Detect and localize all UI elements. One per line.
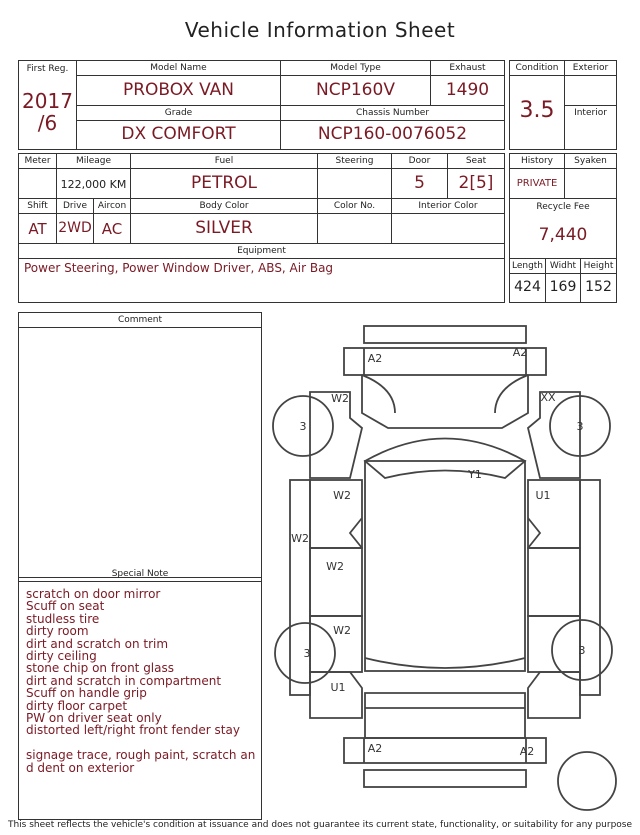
history-value: PRIVATE <box>516 178 558 189</box>
steering-cell <box>318 169 392 199</box>
condition-cell <box>510 76 565 149</box>
width-value: 169 <box>549 279 577 295</box>
mark-rear-bumper-left: A2 <box>367 742 383 755</box>
fuel-label: Fuel <box>214 156 234 166</box>
meter-label: Meter <box>24 156 51 166</box>
mark-tire-front-left: 3 <box>299 420 307 433</box>
mileage-value: 122,000 KM <box>60 178 127 191</box>
interior-color-cell <box>392 214 504 244</box>
history-cell <box>510 169 565 199</box>
rear-door-left <box>310 548 362 616</box>
length-label-cell <box>510 259 546 274</box>
rear-quarter-right <box>528 616 580 672</box>
aircon-cell <box>94 214 131 244</box>
mark-front-fender-left: W2 <box>331 392 349 405</box>
interior-label-cell <box>565 106 616 121</box>
comment-label: Comment <box>117 315 163 325</box>
syaken-cell <box>565 169 616 199</box>
page-title: Vehicle Information Sheet <box>184 18 456 42</box>
grade-cell <box>77 121 281 149</box>
model-name-label-cell <box>77 61 281 76</box>
chassis-value: NCP160-0076052 <box>317 124 468 144</box>
shift-label: Shift <box>27 201 48 211</box>
height-value: 152 <box>585 279 612 295</box>
aircon-value: AC <box>101 220 123 238</box>
comment-area <box>19 328 261 578</box>
shift-label-cell <box>19 199 57 214</box>
mark-front-bumper-right: A2 <box>512 346 528 359</box>
exhaust-value: 1490 <box>445 80 490 100</box>
front-lip-panel <box>364 326 526 343</box>
body-color-label: Body Color <box>199 201 249 211</box>
special-note-item: Scuff on seat <box>26 599 105 614</box>
color-no-label-cell <box>318 199 392 214</box>
meter-cell <box>19 169 57 199</box>
history-label-cell <box>510 154 565 169</box>
shift-cell <box>19 214 57 244</box>
special-note-item: studless tire <box>26 611 100 626</box>
first-reg-cell <box>19 61 77 149</box>
drive-label-cell <box>57 199 94 214</box>
rear-door-right <box>528 548 580 616</box>
seat-label-cell <box>448 154 504 169</box>
door-cell <box>392 169 448 199</box>
special-note-item: dirt and scratch in compartment <box>26 673 222 688</box>
mark-front-door-left: W2 <box>333 489 351 502</box>
mark-rear-quarter-left: U1 <box>330 681 346 694</box>
recycle-label-cell <box>510 199 616 259</box>
fuel-value: PETROL <box>190 173 258 193</box>
door-value: 5 <box>414 173 425 193</box>
first-reg-label: First Reg. <box>26 64 69 74</box>
special-note-item: dirty ceiling <box>26 649 97 664</box>
fuel-cell <box>131 169 318 199</box>
condition-label-cell <box>510 61 565 76</box>
comment-label-cell <box>19 313 261 328</box>
rear-fender-left <box>310 672 362 718</box>
model-type-value: NCP160V <box>316 80 395 100</box>
seat-label: Seat <box>465 156 487 166</box>
drive-value: 2WD <box>58 220 92 236</box>
recycle-value: 7,440 <box>538 225 588 245</box>
special-note-item: signage trace, rough paint, scratch an <box>26 748 256 763</box>
condition-table <box>509 60 617 150</box>
model-name-value: PROBOX VAN <box>122 80 235 100</box>
special-note-label-cell <box>19 567 261 582</box>
special-note-item: distorted left/right front fender stay <box>26 723 240 738</box>
mileage-label-cell <box>57 154 131 169</box>
rocker-left <box>290 480 310 695</box>
body-color-cell <box>131 214 318 244</box>
special-note-item: PW on driver seat only <box>26 711 162 726</box>
roof-panel <box>365 461 525 671</box>
specs-table <box>18 153 505 303</box>
exterior-label-cell <box>565 61 616 76</box>
exhaust-label: Exhaust <box>449 63 486 73</box>
special-note-item: stone chip on front glass <box>26 661 175 676</box>
mark-rear-fender-left: W2 <box>333 624 351 637</box>
mark-tire-front-right: 3 <box>576 420 584 433</box>
grade-label: Grade <box>164 108 193 118</box>
door-label: Door <box>408 156 431 166</box>
steering-label: Steering <box>335 156 374 166</box>
drive-cell <box>57 214 94 244</box>
height-label-cell <box>581 259 616 274</box>
tailgate-panel <box>365 693 525 738</box>
mark-tire-rear-left: 3 <box>303 647 311 660</box>
chassis-cell <box>281 121 504 149</box>
front-fender-right <box>528 392 580 478</box>
model-name-label: Model Name <box>150 63 207 73</box>
syaken-label: Syaken <box>574 156 607 166</box>
history-table <box>509 153 617 303</box>
special-note-item: scratch on door mirror <box>26 587 161 601</box>
history-label: History <box>520 156 554 166</box>
height-cell <box>581 274 616 302</box>
exhaust-label-cell <box>431 61 504 76</box>
color-no-label: Color No. <box>333 201 376 211</box>
spare-tire <box>558 752 616 810</box>
condition-label: Condition <box>515 63 559 73</box>
model-type-label: Model Type <box>330 63 381 73</box>
special-note-item: dirty floor carpet <box>26 698 128 713</box>
meter-label-cell <box>19 154 57 169</box>
aircon-label: Aircon <box>97 201 127 211</box>
height-label: Height <box>583 261 614 271</box>
condition-value: 3.5 <box>519 98 555 123</box>
mark-rocker-left: W2 <box>291 532 309 545</box>
special-note-item: dirty room <box>26 624 89 639</box>
recycle-label: Recycle Fee <box>536 202 590 212</box>
width-label-cell <box>546 259 581 274</box>
chassis-label: Chassis Number <box>355 108 430 118</box>
equipment-label-cell <box>19 244 504 259</box>
mileage-label: Mileage <box>75 156 112 166</box>
color-no-cell <box>318 214 392 244</box>
mark-front-door-right: U1 <box>535 489 551 502</box>
rocker-right <box>580 480 600 695</box>
mark-front-fender-right: XX <box>540 391 556 404</box>
equipment-value: Power Steering, Power Window Driver, ABS, Air Bag <box>24 261 334 275</box>
exhaust-cell <box>431 76 504 106</box>
windshield <box>365 439 525 479</box>
chassis-label-cell <box>281 106 504 121</box>
model-type-label-cell <box>281 61 431 76</box>
hood-panel <box>362 375 528 428</box>
syaken-label-cell <box>565 154 616 169</box>
length-value: 424 <box>514 279 541 295</box>
fuel-label-cell <box>131 154 318 169</box>
width-cell <box>546 274 581 302</box>
mark-rear-bumper-right: A2 <box>519 745 535 758</box>
seat-cell <box>448 169 504 199</box>
aircon-label-cell <box>94 199 131 214</box>
model-name-cell <box>77 76 281 106</box>
interior-color-label: Interior Color <box>418 201 478 211</box>
first-reg-month: /6 <box>37 111 58 135</box>
interior-label: Interior <box>574 108 607 118</box>
shift-value: AT <box>28 220 47 238</box>
rear-lip-panel <box>364 770 526 787</box>
seat-value: 2[5] <box>458 173 494 193</box>
mark-rear-door-left: W2 <box>326 560 344 573</box>
body-color-label-cell <box>131 199 318 214</box>
width-label: Widht <box>549 261 577 271</box>
mark-front-bumper-left: A2 <box>367 352 383 365</box>
grade-label-cell <box>77 106 281 121</box>
special-note-label: Special Note <box>111 569 169 579</box>
exterior-value-cell <box>565 76 616 106</box>
mileage-cell <box>57 169 131 199</box>
steering-label-cell <box>318 154 392 169</box>
grade-value: DX COMFORT <box>121 124 236 144</box>
mark-tire-rear-right: 3 <box>578 644 586 657</box>
special-note-item: Scuff on handle grip <box>26 686 147 701</box>
door-label-cell <box>392 154 448 169</box>
mark-roof: Y1 <box>468 468 482 481</box>
special-note-item: dirt and scratch on trim <box>26 636 169 651</box>
header-table <box>18 60 505 150</box>
drive-label: Drive <box>63 201 87 211</box>
special-note-list <box>26 588 255 774</box>
car-damage-diagram <box>265 318 625 818</box>
model-type-cell <box>281 76 431 106</box>
length-label: Length <box>511 261 544 271</box>
exterior-label: Exterior <box>572 63 609 73</box>
equipment-label: Equipment <box>237 246 286 256</box>
first-reg-year: 2017 <box>22 89 73 113</box>
footer-disclaimer: This sheet reflects the vehicle's condition at issuance and does not guarantee its current state, functionality, or suitability for any purpose <box>7 820 633 830</box>
special-note-item: d dent on exterior <box>26 760 135 775</box>
length-cell <box>510 274 546 302</box>
body-color-value: SILVER <box>195 218 253 238</box>
interior-color-label-cell <box>392 199 504 214</box>
